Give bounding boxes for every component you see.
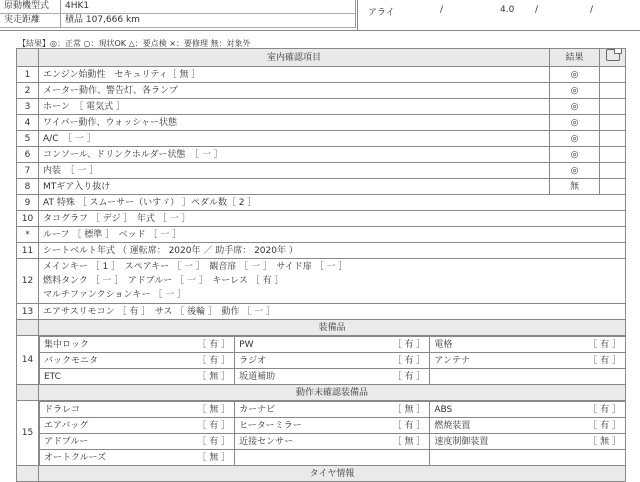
edit-button[interactable]	[600, 49, 626, 67]
table-row: 6 コンソール、ドリンクホルダー状態 ［ 一 ］ ◎	[17, 147, 626, 163]
equipment-block: 14 集中ロック ［ 有 ］ PW ［ 有 ］ 電格 ［ 有 ］ バックモニタ ［ 有 ］ ラジオ ［ 有 ］ アンテナ ［ 有 ］ ETC ［ 無 ］ 坂道補助 ［ 有 ］	[17, 336, 626, 385]
table-row: 13 エアサスリモコン ［ 有 ］ サス ［ 後輪 ］ 動作 ［ 一 ］	[17, 304, 626, 320]
interior-section-title: 室内確認項目	[39, 49, 550, 67]
alignment-label: アライ	[368, 8, 395, 18]
interior-header-row	[17, 49, 626, 67]
mileage-label: 実走距離	[0, 14, 61, 28]
row12-line1: メインキー ［ 1 ］ スペアキー ［ 一 ］ 観音扉 ［ 一 ］ サイド扉 ［ 一 ］	[43, 262, 348, 272]
table-row: 11 シートベルト年式 （ 運転席： 2020年 ／ 助手席： 2020年 ）	[17, 243, 626, 259]
table-row: 9 AT 特殊 ［ スムーサー（いすゞ） ］ペダル数［ 2 ］	[17, 195, 626, 211]
table-row: 12 メインキー ［ 1 ］ スペアキー ［ 一 ］ 観音扉 ［ 一 ］ サイド扉 ［ 一 ］ 燃料タンク ［ 一 ］ アドブルー ［ 一 ］ キーレス ［ 有 ］ マルチファンクションキー ［ 一 ］	[17, 259, 626, 304]
mileage-value: 積品 107,666 km	[61, 14, 356, 28]
equipment-header-row	[17, 320, 626, 336]
table-row: * ルーフ ［ 標準 ］ ベッド ［ 一 ］	[17, 227, 626, 243]
unchecked-equipment-title: 動作未確認装備品	[39, 385, 626, 401]
table-row: 1 エンジン始動性 セキュリティ［ 無 ］ ◎	[17, 67, 626, 83]
top-info-bar	[0, 0, 640, 31]
alignment-slash-3: /	[590, 5, 594, 15]
table-row: 5 A/C ［ 一 ］ ◎	[17, 131, 626, 147]
tire-header-row	[17, 466, 626, 482]
table-row: 3 ホーン ［ 電気式 ］ ◎	[17, 99, 626, 115]
equipment-section-title: 装備品	[39, 320, 626, 336]
edit-icon	[606, 49, 620, 61]
engine-model-label: 原動機型式	[0, 0, 61, 14]
alignment-value: 4.0	[500, 5, 515, 15]
row12-line3: マルチファンクションキー ［ 一 ］	[43, 290, 187, 300]
engine-model-value: 4HK1	[61, 0, 356, 14]
unchecked-equipment-header-row	[17, 385, 626, 401]
alignment-slash-1: /	[440, 5, 444, 15]
table-row: 8 MTギア入り抜け 無	[17, 179, 626, 195]
unchecked-equipment-grid: ドラレコ ［ 無 ］ カーナビ ［ 無 ］ ABS ［ 有 ］ エアバッグ ［ 有 ］ ヒーターミラー ［ 有 ］ 燃焼装置 ［ 有 ］ アドブルー ［ 有 ］ 近接センサー ［ 無 ］ 速度制御装置 ［ 無 ］ オートクルーズ ［ 無 ］	[39, 401, 625, 465]
tire-section-title: タイヤ情報	[39, 466, 626, 482]
alignment-slash-2: /	[535, 5, 539, 15]
table-row: 10 タコグラフ ［ デジ ］ 年式 ［ 一 ］	[17, 211, 626, 227]
result-column-header: 結果	[550, 49, 600, 67]
table-row: 4 ワイパー動作、ウォッシャー状態 ◎	[17, 115, 626, 131]
table-row: 7 内装 ［ 一 ］ ◎	[17, 163, 626, 179]
equipment-grid: 集中ロック ［ 有 ］ PW ［ 有 ］ 電格 ［ 有 ］ バックモニタ ［ 有 ］ ラジオ ［ 有 ］ アンテナ ［ 有 ］ ETC ［ 無 ］ 坂道補助 ［ 有 ］	[39, 336, 625, 384]
unchecked-equipment-block: 15 ドラレコ ［ 無 ］ カーナビ ［ 無 ］ ABS ［ 有 ］ エアバッグ ［ 有 ］ ヒーターミラー ［ 有 ］ 燃焼装置 ［ 有 ］ アドブルー ［ 有 ］ 近接センサー ［ 無 ］ 速度制御装置 ［ 無 ］ オートクルーズ ［ 無 ］	[17, 401, 626, 466]
result-legend: 【結果】◎：正常 ○：現状OK △：要点検 ×：要修理 無：対象外	[18, 39, 251, 48]
table-row: 2 メーター動作、警告灯、各ランプ ◎	[17, 83, 626, 99]
row12-line2: 燃料タンク ［ 一 ］ アドブルー ［ 一 ］ キーレス ［ 有 ］	[43, 276, 284, 286]
inspection-table	[16, 48, 626, 482]
